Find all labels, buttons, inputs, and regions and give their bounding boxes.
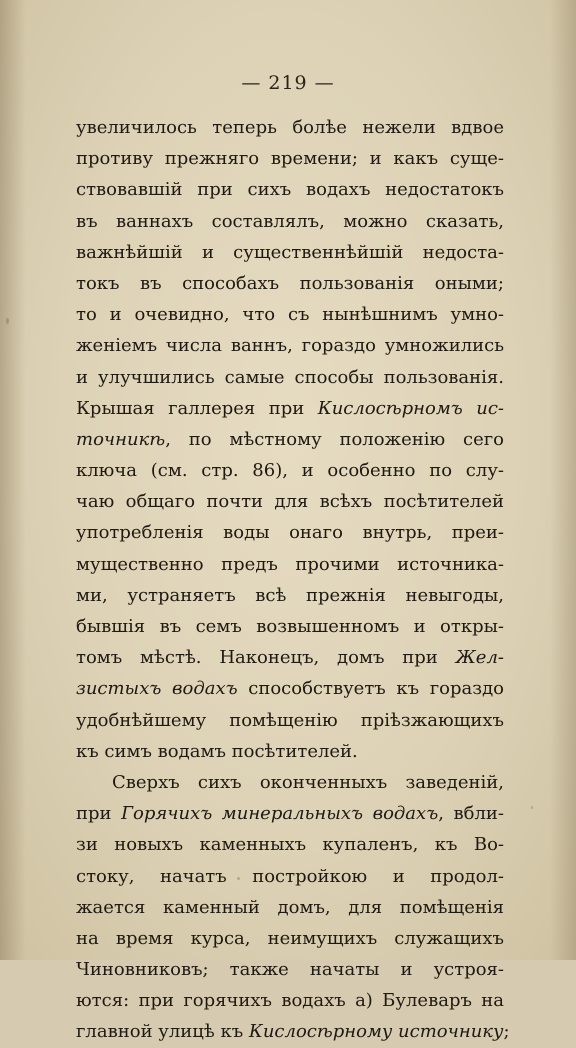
text-segment: важнѣйшій и существеннѣйшій недоста- — [76, 241, 504, 263]
text-segment: противу прежняго времени; и какъ суще- — [76, 148, 504, 170]
page-edge-shadow — [550, 0, 576, 960]
text-line — [76, 673, 504, 704]
text-line — [76, 174, 504, 205]
text-segment: мущественно предъ прочими источника- — [76, 553, 504, 575]
text-segment: Чиновниковъ; также начаты и устроя- — [76, 959, 504, 981]
text-line — [76, 1016, 510, 1047]
text-segment: бывшія въ семъ возвышенномъ и откры- — [76, 616, 504, 637]
text-line — [76, 424, 504, 455]
text-segment: удобнѣйшему помѣщенію пріѣзжающихъ — [76, 709, 504, 731]
text-segment: томъ мѣстѣ. Наконецъ, домъ при — [76, 647, 456, 669]
text-line — [76, 985, 504, 1016]
text-line — [76, 611, 504, 642]
page-number: — 219 — — [241, 72, 335, 94]
text-segment: способствуетъ къ гораздо — [237, 678, 504, 700]
text-line — [76, 237, 504, 268]
text-line — [76, 798, 504, 829]
text-line — [76, 268, 504, 299]
text-segment: зи новыхъ каменныхъ купаленъ, къ Во- — [76, 834, 504, 856]
text-line — [76, 861, 504, 892]
text-line — [76, 736, 504, 767]
page-gutter-shadow — [0, 0, 26, 960]
text-segment: токъ въ способахъ пользованія оными; — [76, 272, 504, 294]
italic-text-segment: Кислосѣрномъ ис- — [317, 397, 504, 419]
text-segment: ключа (см. стр. 86), и особенно по слу- — [76, 460, 504, 482]
text-line — [76, 393, 504, 424]
text-line — [76, 455, 504, 486]
text-line — [76, 892, 504, 923]
text-segment: на время курса, неимущихъ служащихъ — [76, 927, 504, 949]
text-segment: Крышая галлерея при — [76, 397, 318, 419]
italic-text-segment: Кислосѣрному источнику — [248, 1021, 504, 1043]
text-line — [76, 206, 504, 237]
paper-spot — [6, 318, 9, 324]
text-line — [76, 642, 504, 673]
text-segment: ются: при горячихъ водахъ а) Булеваръ на — [76, 990, 504, 1012]
text-line — [76, 362, 504, 393]
text-line — [76, 330, 504, 361]
text-segment: , по мѣстному положенію сего — [165, 428, 504, 450]
text-line — [76, 580, 504, 611]
text-segment: , вбли- — [438, 803, 504, 825]
text-segment: ми, устраняетъ всѣ прежнія невыгоды, — [76, 584, 504, 606]
text-segment: ; — [503, 1021, 510, 1043]
text-line — [76, 954, 504, 985]
text-segment: при — [76, 803, 122, 825]
italic-text-segment: точникѣ — [76, 428, 166, 450]
text-segment: употребленія воды онаго внутрь, преи- — [76, 522, 504, 544]
text-line — [76, 486, 504, 517]
body-text — [76, 112, 510, 1048]
text-line — [76, 705, 504, 736]
text-segment: главной улицѣ къ — [76, 1021, 249, 1043]
text-segment: въ ваннахъ составлялъ, можно сказать, — [76, 210, 504, 232]
text-segment: женіемъ числа ваннъ, гораздо умножились — [76, 335, 504, 357]
text-line — [76, 143, 504, 174]
text-line — [76, 299, 504, 330]
text-segment: увеличилось теперь болѣе нежели вдвое — [76, 117, 504, 138]
text-line — [76, 517, 504, 548]
text-segment: ствовавшій при сихъ водахъ недостатокъ — [76, 179, 504, 201]
text-segment: и улучшились самые способы пользованія. — [76, 366, 504, 388]
text-line — [76, 549, 504, 580]
text-segment: то и очевидно, что съ нынѣшнимъ умно- — [76, 304, 504, 326]
text-line — [76, 112, 504, 143]
text-segment: чаю общаго почти для всѣхъ посѣтителей — [76, 491, 504, 513]
italic-text-segment: Жел- — [455, 647, 504, 669]
text-segment: къ симъ водамъ посѣтителей. — [76, 740, 358, 762]
italic-text-segment: зистыхъ водахъ — [76, 678, 238, 700]
italic-text-segment: Горячихъ минеральныхъ водахъ — [121, 803, 439, 825]
text-line — [76, 923, 504, 954]
text-line — [76, 829, 504, 860]
text-segment: жается каменный домъ, для помѣщенія — [76, 896, 504, 918]
text-segment: Сверхъ сихъ оконченныхъ заведеній, — [112, 771, 504, 793]
text-segment: стоку, начатъ постройкою и продол- — [76, 865, 504, 887]
paper-spot — [531, 806, 533, 809]
text-line — [76, 767, 504, 798]
